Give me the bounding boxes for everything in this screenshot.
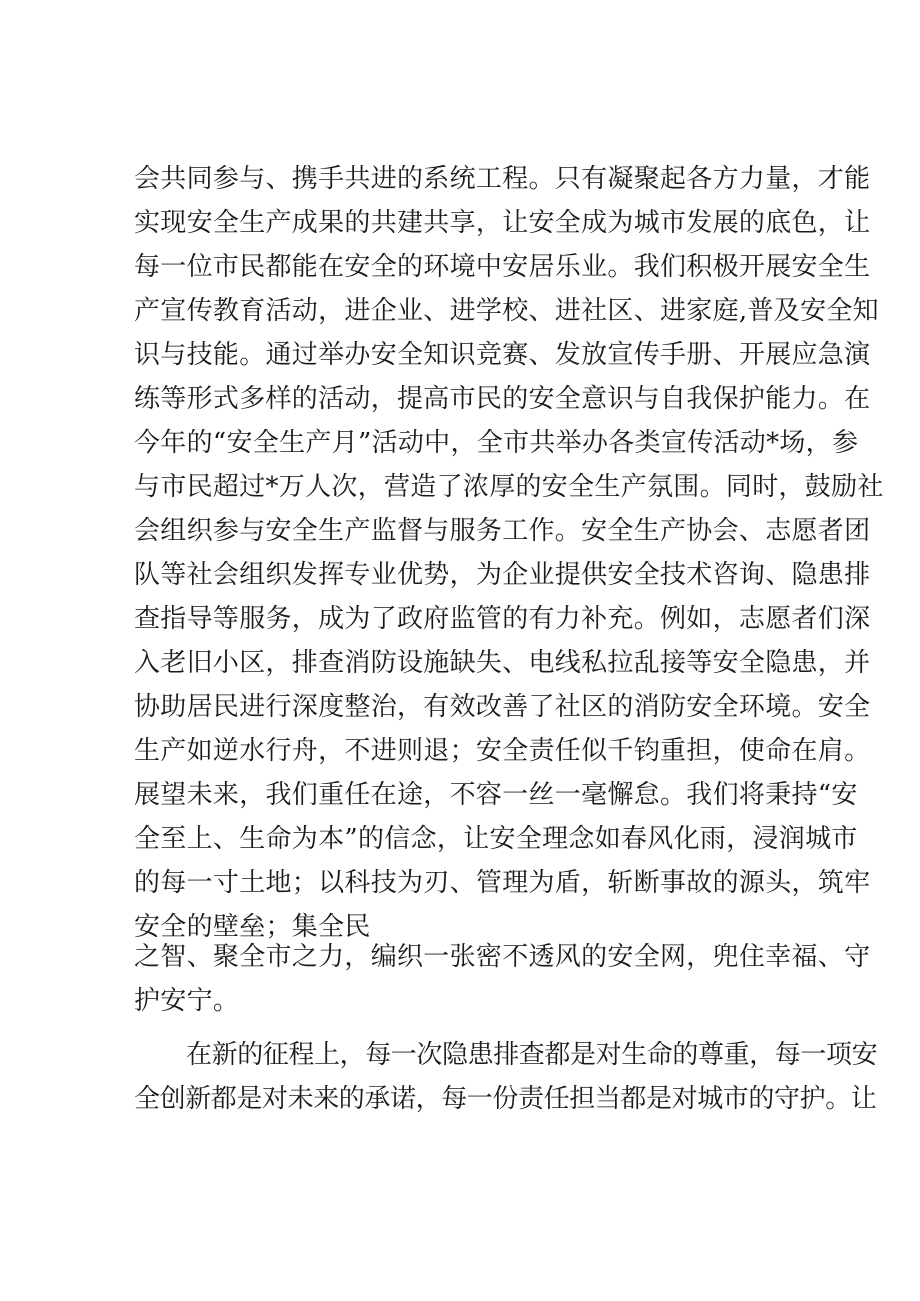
text-line: 入老旧小区，排查消防设施缺失、电线私拉乱接等安全隐患，并 <box>134 648 871 678</box>
text-line: 全创新都是对未来的承诺，每一份责任担当都是对城市的守护。让 <box>134 1084 877 1114</box>
text-line: 之智、聚全市之力，编织一张密不透风的安全网，兜住幸福、守 <box>134 942 871 972</box>
text-line: 协助居民进行深度整治，有效改善了社区的消防安全环境。安全 <box>134 692 871 722</box>
text-line: 练等形式多样的活动，提高市民的安全意识与自我保护能力。在 <box>134 384 871 414</box>
text-line: 识与技能。通过举办安全知识竞赛、发放宣传手册、开展应急演 <box>134 340 871 370</box>
text-line: 产宣传教育活动，进企业、进学校、进社区、进家庭,普及安全知 <box>134 296 879 326</box>
text-line: 在新的征程上，每一次隐患排查都是对生命的尊重，每一项安 <box>186 1040 878 1070</box>
text-line: 生产如逆水行舟，不进则退；安全责任似千钧重担，使命在肩。 <box>134 736 871 766</box>
paragraph-continued <box>134 157 884 949</box>
text-line: 今年的“安全生产月”活动中，全市共举办各类宣传活动*场，参 <box>134 428 859 458</box>
text-line: 实现安全生产成果的共建共享，让安全成为城市发展的底色，让 <box>134 208 871 238</box>
paragraph-new <box>134 1033 878 1121</box>
text-line: 会组织参与安全生产监督与服务工作。安全生产协会、志愿者团 <box>134 516 871 546</box>
text-line: 查指导等服务，成为了政府监管的有力补充。例如，志愿者们深 <box>134 604 871 634</box>
text-line: 队等社会组织发挥专业优势，为企业提供安全技术咨询、隐患排 <box>134 560 871 590</box>
text-line: 的每一寸土地；以科技为刃、管理为盾，斩断事故的源头，筑牢 <box>134 868 871 898</box>
text-line: 每一位市民都能在安全的环境中安居乐业。我们积极开展安全生 <box>134 252 871 282</box>
paragraph-continued-fragment <box>134 935 871 1023</box>
text-line: 全至上、生命为本”的信念，让安全理念如春风化雨，浸润城市 <box>134 824 858 854</box>
text-line: 安全的壁垒；集全民 <box>134 912 371 942</box>
text-line: 会共同参与、携手共进的系统工程。只有凝聚起各方力量，才能 <box>134 164 871 194</box>
text-line: 护安宁。 <box>134 986 240 1016</box>
text-line: 展望未来，我们重任在途，不容一丝一毫懈怠。我们将秉持“安 <box>134 780 858 810</box>
text-line: 与市民超过*万人次，营造了浓厚的安全生产氛围。同时，鼓励社 <box>134 472 884 502</box>
